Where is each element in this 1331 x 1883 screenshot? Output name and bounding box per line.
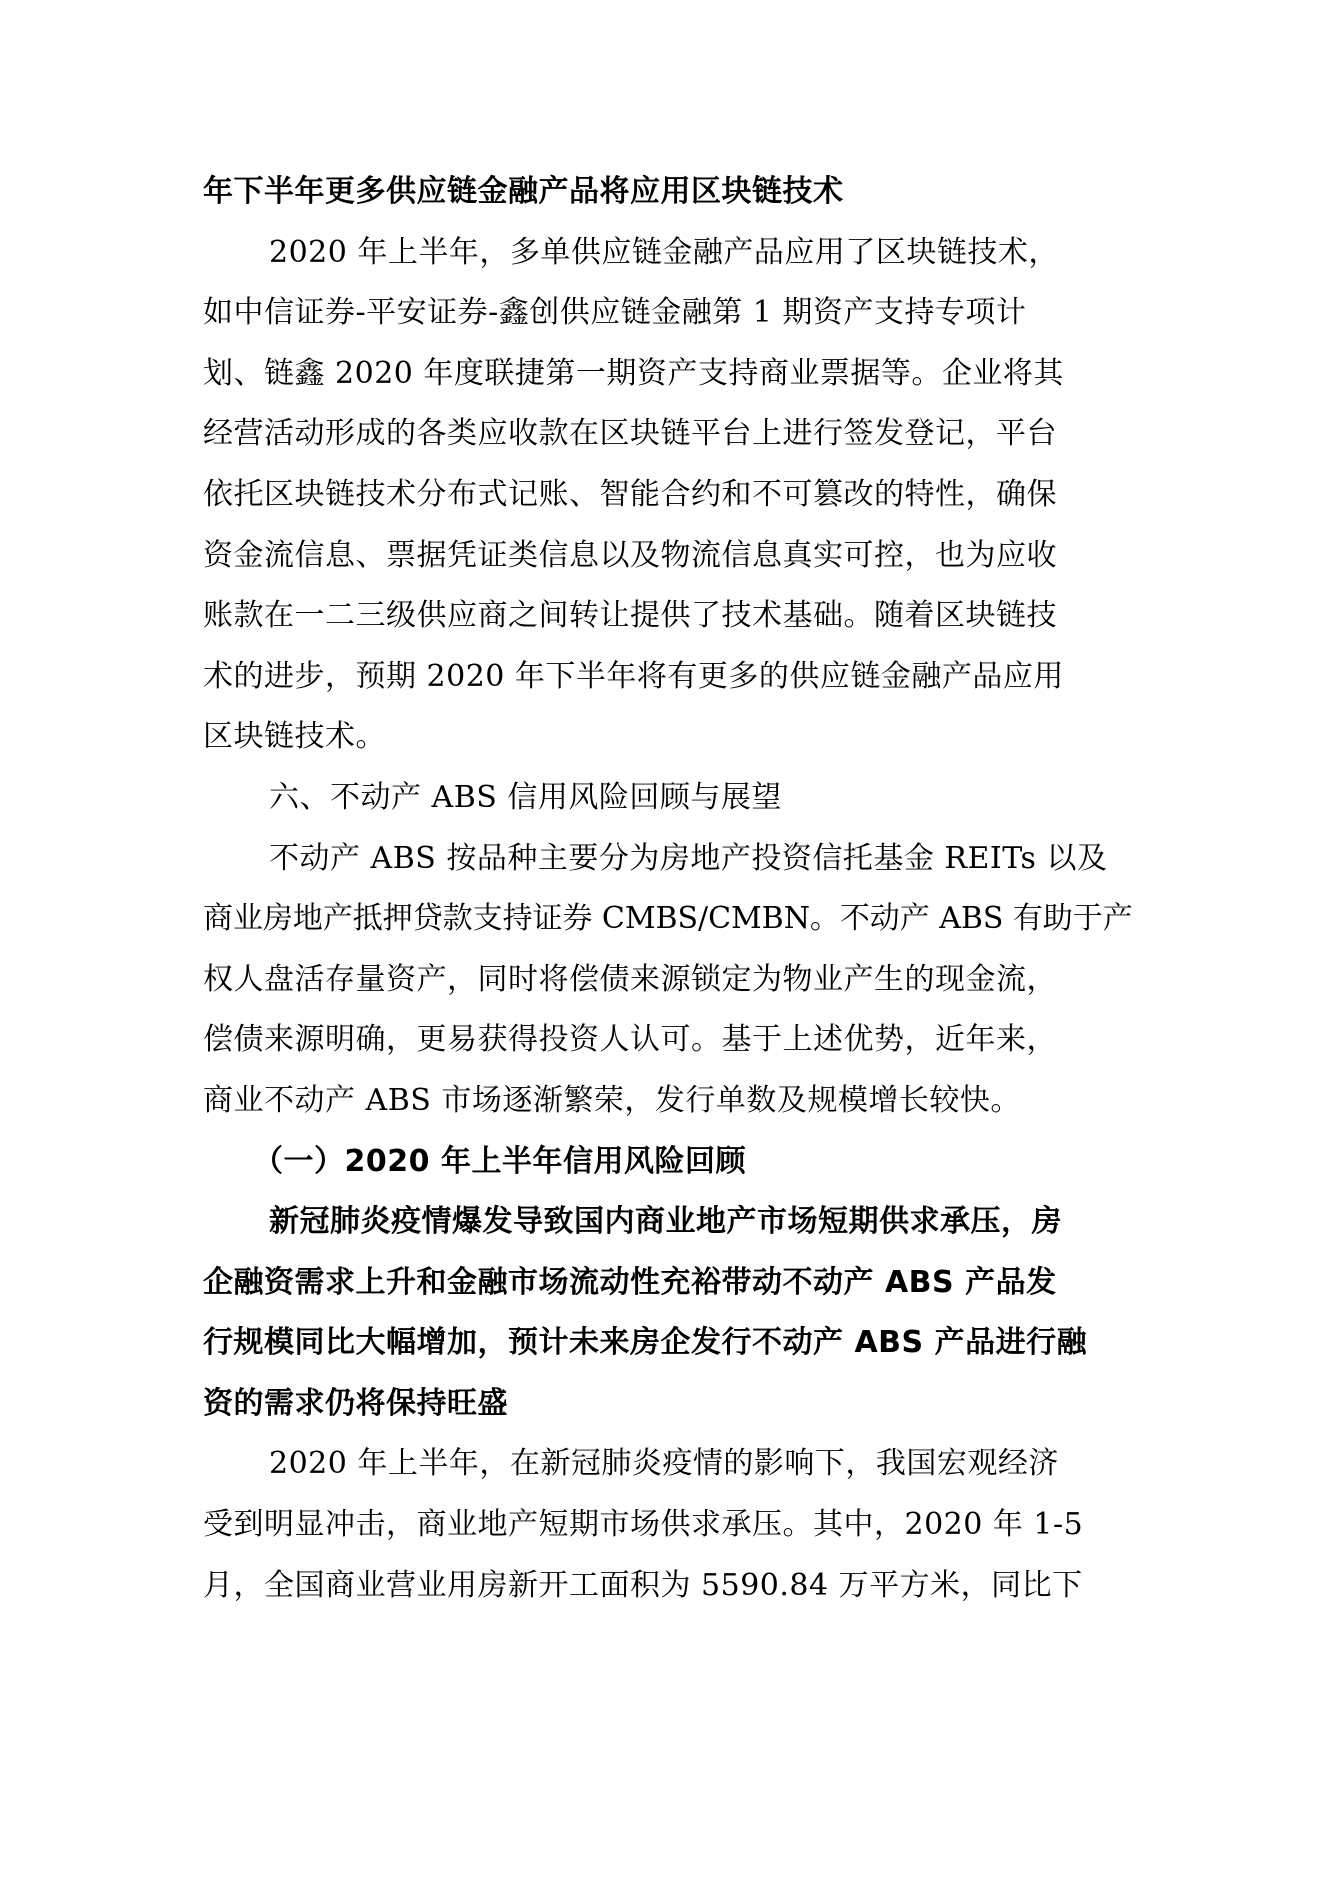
text-line: 2020 年上半年，在新冠肺炎疫情的影响下，我国宏观经济	[269, 1446, 1059, 1482]
bold-text-line: （一）2020 年上半年信用风险回顾	[253, 1143, 746, 1179]
text-line: 术的进步，预期 2020 年下半年将有更多的供应链金融产品应用	[203, 658, 1064, 694]
text-line: 依托区块链技术分布式记账、智能合约和不可篡改的特性，确保	[203, 476, 1057, 512]
bold-text-line: 新冠肺炎疫情爆发导致国内商业地产市场短期供求承压，房	[269, 1204, 1062, 1240]
text-line: 区块链技术。	[203, 719, 386, 755]
text-line: 资金流信息、票据凭证类信息以及物流信息真实可控，也为应收	[203, 537, 1057, 573]
text-line: 划、链鑫 2020 年度联捷第一期资产支持商业票据等。企业将其	[203, 355, 1064, 391]
bold-text-line: 行规模同比大幅增加，预计未来房企发行不动产 ABS 产品进行融	[203, 1325, 1088, 1361]
text-line: 商业房地产抵押贷款支持证券 CMBS/CMBN。不动产 ABS 有助于产	[203, 901, 1133, 937]
text-line: 账款在一二三级供应商之间转让提供了技术基础。随着区块链技	[203, 598, 1057, 634]
section-heading: 六、不动产 ABS 信用风险回顾与展望	[269, 779, 782, 815]
bold-text-line: 年下半年更多供应链金融产品将应用区块链技术	[203, 174, 844, 209]
text-line: 受到明显冲击，商业地产短期市场供求承压。其中，2020 年 1-5	[203, 1507, 1084, 1543]
bold-text-line: 资的需求仍将保持旺盛	[203, 1385, 508, 1421]
text-line: 不动产 ABS 按品种主要分为房地产投资信托基金 REITs 以及	[269, 840, 1108, 876]
text-line: 月，全国商业营业用房新开工面积为 5590.84 万平方米，同比下	[203, 1567, 1083, 1603]
bold-text-line: 企融资需求上升和金融市场流动性充裕带动不动产 ABS 产品发	[203, 1264, 1057, 1300]
text-line: 2020 年上半年，多单供应链金融产品应用了区块链技术，	[269, 234, 1059, 270]
document-page	[203, 162, 1133, 1616]
text-line: 如中信证券-平安证券-鑫创供应链金融第 1 期资产支持专项计	[203, 295, 1027, 331]
text-line: 偿债来源明确，更易获得投资人认可。基于上述优势，近年来，	[203, 1022, 1057, 1058]
text-line: 商业不动产 ABS 市场逐渐繁荣，发行单数及规模增长较快。	[203, 1082, 1021, 1118]
text-line: 权人盘活存量资产，同时将偿债来源锁定为物业产生的现金流，	[203, 961, 1057, 997]
text-line: 经营活动形成的各类应收款在区块链平台上进行签发登记，平台	[203, 416, 1057, 452]
